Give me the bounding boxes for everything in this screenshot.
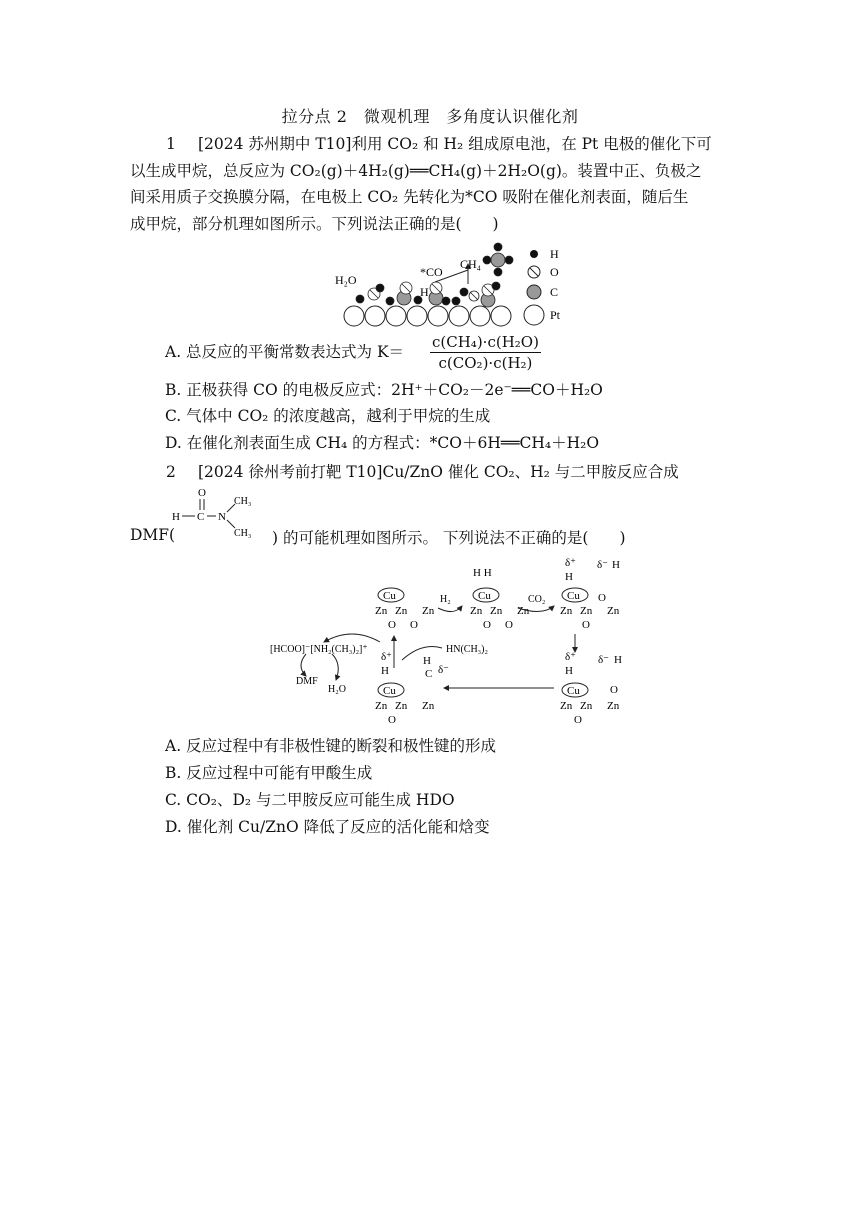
cu-3: Cu: [567, 590, 580, 602]
cu-4: Cu: [567, 685, 580, 697]
co2-label: CO₂: [528, 594, 546, 605]
zn-4a: Zn: [560, 700, 573, 712]
h2o-label: H₂O: [328, 684, 346, 695]
q2-stem: [130, 462, 730, 482]
hh-2: H H: [473, 567, 492, 579]
legend-c: C: [550, 285, 559, 299]
section-title: 拉分点 2 微观机理 多角度认识催化剂: [281, 107, 579, 126]
zn-2c: Zn: [517, 605, 530, 617]
h-3: H: [565, 571, 573, 583]
q1-stem-line: 利用 CO₂ 和 H₂ 组成原电池，在 Pt 电极的催化下可: [351, 135, 712, 153]
o-2a: O: [483, 619, 491, 631]
dmf-n: N: [218, 511, 226, 523]
q2-option-c: C. CO₂、D₂ 与二甲胺反应可能生成 HDO: [165, 791, 455, 809]
q1-option-c: C. 气体中 CO₂ 的浓度越高，越利于甲烷的生成: [165, 407, 491, 425]
h-label: H: [420, 285, 429, 299]
h-4: H: [565, 665, 573, 677]
dmf-h: H: [172, 511, 180, 523]
cu-5: Cu: [383, 685, 396, 697]
fraction-numerator: c(CH₄)·c(H₂O): [432, 333, 539, 351]
q2-option-a: A. 反应过程中有非极性键的断裂和极性键的形成: [165, 737, 497, 755]
q2-stem-text: Cu/ZnO 催化 CO₂、H₂ 与二甲胺反应合成: [382, 463, 679, 481]
zn-4c: Zn: [607, 700, 620, 712]
delta-minus-5: δ⁻: [438, 664, 449, 676]
q1-line-1: [130, 131, 730, 158]
dmf-ch3-bottom: CH₃: [234, 528, 252, 539]
delta-minus-4: δ⁻: [598, 654, 609, 666]
zn-5a: Zn: [375, 700, 388, 712]
q1-option-a-text: A. 总反应的平衡常数表达式为 K＝: [165, 343, 405, 361]
dmf-label: DMF: [296, 676, 318, 687]
zn-5b: Zn: [395, 700, 408, 712]
q1-number: 1: [166, 135, 176, 153]
zn-4b: Zn: [580, 700, 593, 712]
o-1b: O: [410, 619, 418, 631]
hcoo-label: [HCOO]⁻[NH₂(CH₃)₂]⁺: [270, 644, 368, 655]
o-2b: O: [505, 619, 513, 631]
o-3c: O: [598, 592, 606, 604]
zn-1b: Zn: [395, 605, 408, 617]
q1-line-4: 成甲烷，部分机理如图所示。下列说法正确的是( ): [130, 214, 499, 233]
o-4a: O: [574, 714, 582, 726]
legend-h: H: [550, 247, 559, 261]
catalyst-units: [375, 557, 622, 726]
q1-option-a: [165, 342, 404, 362]
legend-o: O: [550, 265, 559, 279]
h2-label: H₂: [440, 594, 451, 605]
dmf-c: C: [197, 511, 205, 523]
delta-plus-5: δ⁺: [381, 651, 392, 663]
q2-option-b: B. 反应过程中可能有甲酸生成: [165, 764, 373, 782]
zn-2b: Zn: [490, 605, 503, 617]
zn-1a: Zn: [375, 605, 388, 617]
ch4-label: CH₄: [460, 257, 481, 271]
h-4b: H: [614, 654, 622, 666]
q2-source: [2024 徐州考前打靶 T10]: [198, 463, 383, 481]
dmf-o: O: [198, 487, 206, 499]
h-5: H: [381, 665, 389, 677]
hn-label: HN(CH₃)₂: [446, 644, 488, 655]
zn-5c: Zn: [422, 700, 435, 712]
dmf-prefix: DMF(: [130, 526, 176, 544]
cu-2: Cu: [478, 590, 491, 602]
dmf-suffix: ) 的可能机理如图所示。 下列说法不正确的是( ): [272, 529, 626, 547]
zn-3a: Zn: [560, 605, 573, 617]
q1-line-2: 以生成甲烷，总反应为 CO₂(g)＋4H₂(g)══CH₄(g)＋2H₂O(g)。装置中正、负极之: [130, 161, 702, 180]
q1-stem: [130, 131, 730, 237]
reagent-labels: [270, 594, 545, 695]
delta-plus-4: δ⁺: [565, 651, 576, 663]
dmf-ch3-top: CH₃: [234, 496, 252, 507]
q1-k-fraction: [430, 333, 541, 372]
pt-surface: [344, 306, 511, 326]
q1-source: [2024 苏州期中 T10]: [198, 135, 352, 153]
co-label: *CO: [420, 265, 443, 279]
zn-2a: Zn: [470, 605, 483, 617]
cu-1: Cu: [383, 590, 396, 602]
q2-number: 2: [166, 463, 176, 481]
delta-minus-3: δ⁻: [597, 559, 608, 571]
legend-pt: Pt: [550, 308, 561, 322]
legend: [524, 247, 561, 325]
q2-mechanism-figure: [262, 556, 642, 728]
q2-option-d: D. 催化剂 Cu/ZnO 降低了反应的活化能和焓变: [165, 818, 490, 836]
q1-line-3: 间采用质子交换膜分隔，在电极上 CO₂ 先转化为*CO 吸附在催化剂表面，随后生: [130, 188, 689, 206]
zn-3c: Zn: [607, 605, 620, 617]
o-4c: O: [610, 684, 618, 696]
q1-mechanism-figure: [330, 238, 590, 334]
h-3b: H: [612, 559, 620, 571]
dmf-structure: [168, 484, 268, 540]
fraction-denominator: c(CO₂)·c(H₂): [438, 354, 533, 372]
delta-plus-3: δ⁺: [565, 557, 576, 569]
zn-3b: Zn: [580, 605, 593, 617]
o-3a: O: [582, 619, 590, 631]
c-5: C: [425, 668, 433, 680]
o-5a: O: [388, 714, 396, 726]
o-1a: O: [388, 619, 396, 631]
h2o-label: H₂O: [335, 273, 357, 287]
q1-option-d: D. 在催化剂表面生成 CH₄ 的方程式：*CO＋6H══CH₄＋H₂O: [165, 434, 600, 452]
h-5b: H: [423, 655, 431, 667]
zn-1c: Zn: [422, 605, 435, 617]
q1-option-b: B. 正极获得 CO 的电极反应式：2H⁺＋CO₂－2e⁻══CO＋H₂O: [165, 381, 603, 399]
